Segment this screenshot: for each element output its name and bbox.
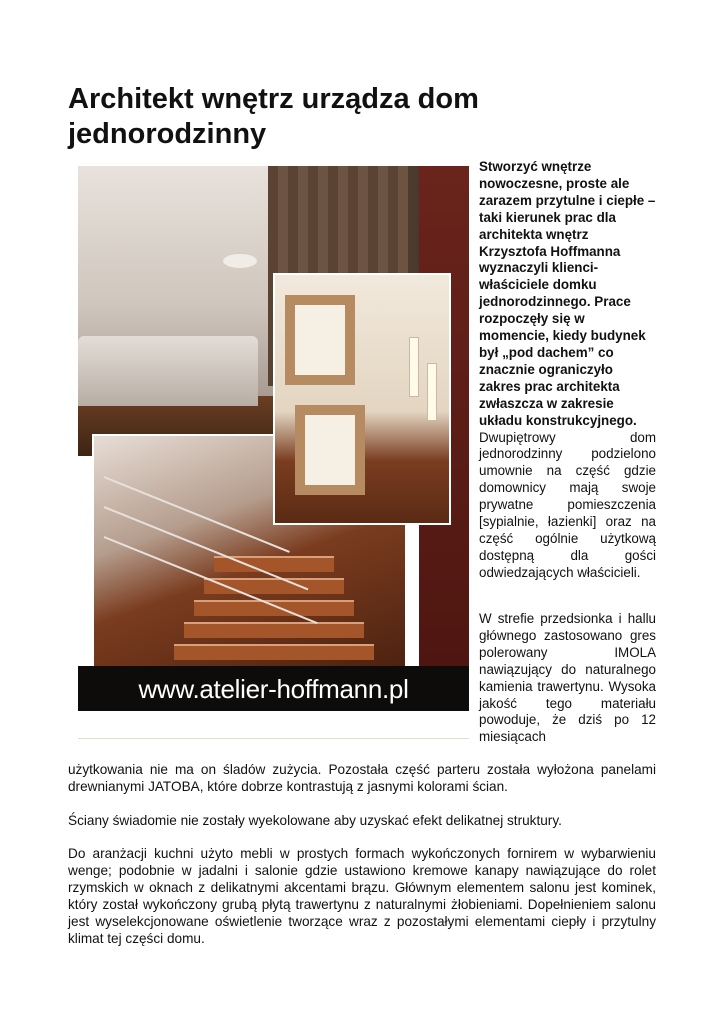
article-lead: Stworzyć wnętrze nowoczesne, proste ale zarazem przytulne i ciepłe – taki kierunek prac dla architekta wnętrz Krzysztofa Hoffmanna wyznaczyli klienci- właściciele domku jednorodzinnego. Prace rozpoczęły się w momencie, kiedy budynek był „pod dachem” co znacznie ograniczyło zakres prac architekta zwłaszcza w zakresie układu konstrukcyjnego. <box>479 159 656 428</box>
paragraph-house: Dwupiętrowy dom jednorodzinny podzielono umownie na część gdzie domownicy mają swoje prywatne pomieszczenia [sypialnie, łazienki] oraz na część ogólnie użytkową dostępną dla gości odwiedzających właścicieli. <box>479 429 656 580</box>
website-url-caption: www.atelier-hoffmann.pl <box>138 674 409 704</box>
article-title: Architekt wnętrz urządza dom jednorodzinny <box>68 83 479 150</box>
interior-photo-collage <box>78 166 469 711</box>
paragraph-kitchen: Do aranżacji kuchni użyto mebli w prostych formach wykończonych fornirem w wybarwieniu wenge; podobnie w jadalni i salonie gdzie ustawiono kremowe kanapy nawiązujące do rolet rzymskich w oknach z delikatnymi akcentami brązu. Głównym elementem salonu jest kominek, który został wykończony grubą płytą trawertynu z naturalnymi żłobieniami. Dopełnieniem salonu jest wyselekcjonowane oświetlenie tworzące wraz z pozostałymi elementami ciepły i przytulny klimat tej części domu. <box>68 846 656 946</box>
paragraph-walls-block <box>68 813 656 830</box>
niche-shelf-photo <box>273 273 451 525</box>
paragraph-hall-continued: użytkowania nie ma on śladów zużycia. Pozostała część parteru została wyłożona panelami drewnianymi JATOBA, które dobrze kontrastują z jasnymi kolorami ścian. <box>68 762 656 794</box>
side-column <box>479 159 656 582</box>
paragraph-kitchen-block <box>68 846 656 947</box>
paragraph-walls: Ściany świadomie nie zostały wyekolowane aby uzyskać efekt delikatnej struktury. <box>68 813 562 828</box>
paragraph-hall-column <box>479 611 656 746</box>
image-caption-band <box>78 666 469 711</box>
paragraph-hall: W strefie przedsionka i hallu głównego zastosowano gres polerowany IMOLA nawiązujący do naturalnego kamienia trawertynu. Wysoka jakość tego materiału powoduje, że dziś po 12 miesiącach <box>479 611 656 745</box>
paragraph-hall-continued-block <box>68 762 656 796</box>
divider-line <box>78 738 469 739</box>
